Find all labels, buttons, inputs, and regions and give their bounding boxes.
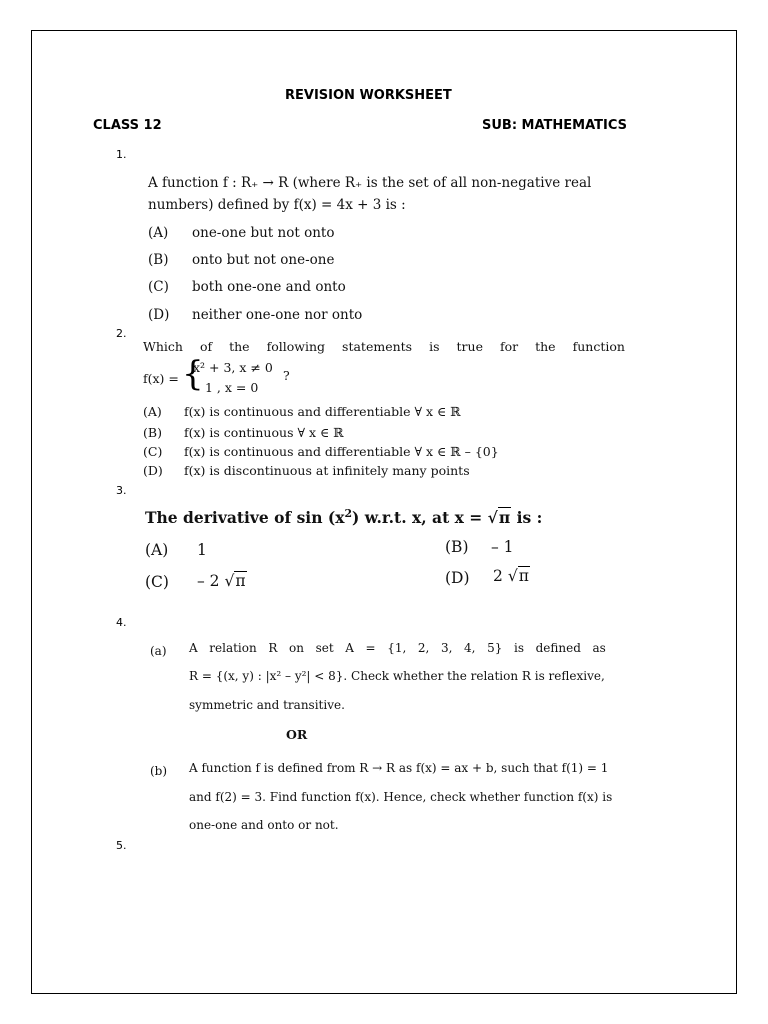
q2-word: of bbox=[199, 339, 213, 354]
q4-part-b-line-3: one-one and onto or not. bbox=[189, 818, 339, 832]
question-number-5: 5. bbox=[116, 839, 127, 852]
q3-option-b-text: – 1 bbox=[491, 538, 514, 556]
q3-option-c-letter: (C) bbox=[145, 573, 169, 591]
q4-word: on bbox=[289, 641, 304, 655]
q1-option-a-text: one-one but not onto bbox=[192, 225, 335, 241]
q2-word: is bbox=[429, 339, 440, 354]
q1-option-a-letter: (A) bbox=[148, 225, 169, 241]
q4-word: {1, bbox=[387, 641, 407, 655]
q3-option-d-prefix: 2 bbox=[493, 567, 503, 585]
q2-question-mark: ? bbox=[283, 368, 290, 383]
q2-option-a-text: f(x) is continuous and differentiable ∀ x ∈ ℝ bbox=[184, 404, 461, 419]
q2-word: statements bbox=[342, 339, 413, 354]
q4-part-b-line-1: A function f is defined from R → R as f(x) = ax + b, such that f(1) = 1 bbox=[189, 761, 609, 775]
q4-word: = bbox=[365, 641, 376, 655]
worksheet-title: REVISION WORKSHEET bbox=[285, 88, 452, 103]
q3-option-c-sqrt: √π bbox=[224, 572, 246, 590]
q4-part-b-line-2: and f(2) = 3. Find function f(x). Hence, check whether function f(x) is bbox=[189, 790, 613, 804]
q1-stem-line-2: numbers) defined by f(x) = 4x + 3 is : bbox=[148, 197, 406, 213]
question-number-3: 3. bbox=[116, 484, 127, 497]
q4-part-a-line-1 bbox=[189, 641, 606, 655]
q4-part-a-line-3: symmetric and transitive. bbox=[189, 698, 345, 712]
q3-sqrt: √π bbox=[487, 508, 511, 527]
q4-word: 5} bbox=[487, 641, 503, 655]
q3-option-d-letter: (D) bbox=[445, 569, 470, 587]
q2-option-b-letter: (B) bbox=[143, 425, 162, 440]
q2-word: the bbox=[535, 339, 556, 354]
q4-word: 2, bbox=[417, 641, 430, 655]
q1-option-c-text: both one-one and onto bbox=[192, 279, 346, 295]
q2-word: Which bbox=[143, 339, 183, 354]
q2-word: true bbox=[456, 339, 483, 354]
q2-case-2: 1 , x = 0 bbox=[205, 380, 259, 395]
q4-word: R bbox=[268, 641, 278, 655]
q2-stem-line-1 bbox=[143, 339, 625, 354]
q1-option-c-letter: (C) bbox=[148, 279, 169, 295]
q3-stem-exponent: 2 bbox=[344, 506, 352, 520]
q4-word: 3, bbox=[440, 641, 453, 655]
q2-option-d-letter: (D) bbox=[143, 463, 163, 478]
q4-word: as bbox=[592, 641, 606, 655]
q2-word: for bbox=[499, 339, 519, 354]
q3-option-b-letter: (B) bbox=[445, 538, 469, 556]
q2-option-c-text: f(x) is continuous and differentiable ∀ x ∈ ℝ – {0} bbox=[184, 444, 499, 459]
q4-word: A bbox=[189, 641, 198, 655]
q2-word: function bbox=[572, 339, 625, 354]
q3-sqrt-radicand: π bbox=[498, 508, 511, 527]
q4-part-a-letter: (a) bbox=[150, 644, 167, 658]
q3-option-c-prefix: – 2 bbox=[197, 572, 220, 590]
q1-option-b-letter: (B) bbox=[148, 252, 169, 268]
question-number-2: 2. bbox=[116, 327, 127, 340]
q2-case-1 bbox=[193, 360, 273, 375]
q4-part-b-letter: (b) bbox=[150, 764, 168, 778]
q3-stem-suffix: is : bbox=[516, 508, 543, 527]
q4-word: set bbox=[315, 641, 334, 655]
class-label: CLASS 12 bbox=[93, 118, 162, 133]
q2-word: following bbox=[266, 339, 326, 354]
q4-word: is bbox=[514, 641, 524, 655]
q4-or-label: OR bbox=[286, 727, 308, 742]
question-number-1: 1. bbox=[116, 148, 127, 161]
q4-word: defined bbox=[535, 641, 581, 655]
q3-option-a-text: 1 bbox=[197, 541, 207, 559]
question-number-4: 4. bbox=[116, 616, 127, 629]
subject-label: SUB: MATHEMATICS bbox=[482, 118, 628, 133]
q2-case-1-text: x² + 3, x ≠ 0 bbox=[193, 360, 273, 375]
q3-stem-mid: ) w.r.t. x, at x = bbox=[351, 508, 483, 527]
q3-option-c-value bbox=[197, 572, 247, 590]
q2-option-a-letter: (A) bbox=[143, 404, 162, 419]
q1-option-b-text: onto but not one-one bbox=[192, 252, 335, 268]
q4-word: relation bbox=[209, 641, 257, 655]
q2-word: the bbox=[229, 339, 250, 354]
q3-option-a-letter: (A) bbox=[145, 541, 169, 559]
q2-option-d-text: f(x) is discontinuous at infinitely many points bbox=[184, 463, 470, 478]
q1-option-d-text: neither one-one nor onto bbox=[192, 307, 363, 323]
q4-word: 4, bbox=[464, 641, 476, 655]
q3-option-d-value bbox=[493, 567, 530, 585]
piecewise-brace: { bbox=[182, 354, 204, 394]
q3-stem bbox=[145, 508, 542, 527]
q1-stem-line-1: A function f : R₊ → R (where R₊ is the set of all non-negative real bbox=[148, 175, 592, 191]
q1-option-d-letter: (D) bbox=[148, 307, 170, 323]
q2-option-c-letter: (C) bbox=[143, 444, 163, 459]
q2-fx-label: f(x) = bbox=[143, 371, 179, 386]
q3-stem-prefix: The derivative of sin (x bbox=[145, 508, 345, 527]
q4-word: A bbox=[345, 641, 354, 655]
q4-part-a-line-2: R = {(x, y) : |x² – y²| < 8}. Check whether the relation R is reflexive, bbox=[189, 669, 605, 683]
q2-option-b-text: f(x) is continuous ∀ x ∈ ℝ bbox=[184, 425, 344, 440]
q3-option-d-sqrt: √π bbox=[507, 567, 529, 585]
